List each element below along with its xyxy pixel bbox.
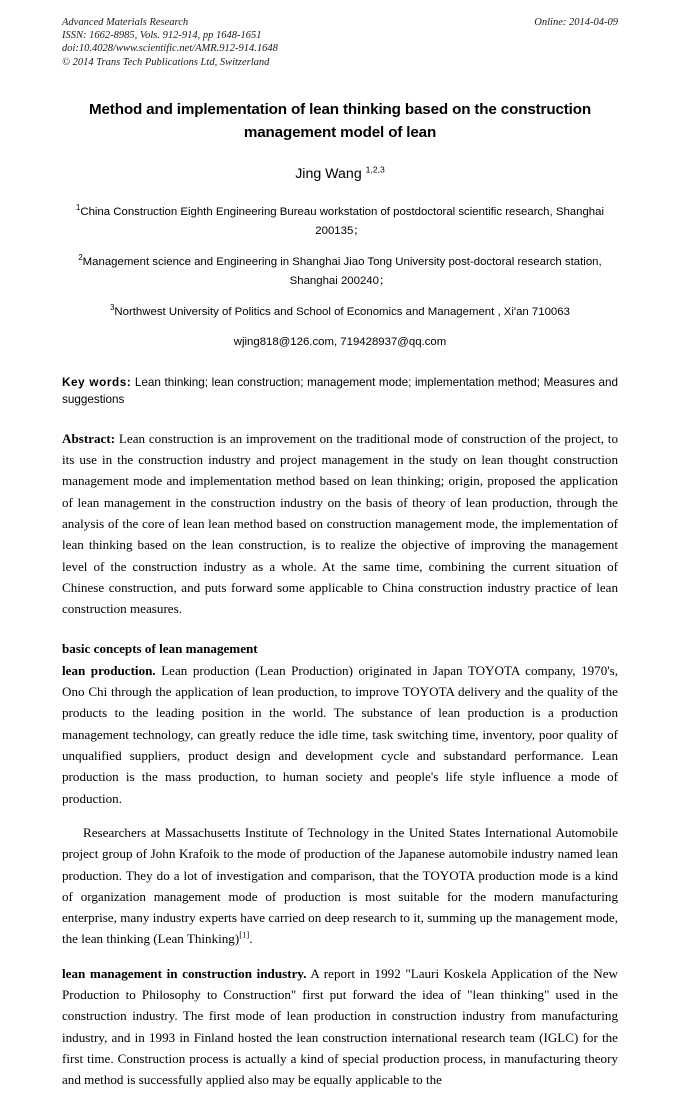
citation-marker: [1] [239,930,250,941]
paragraph-mit-researchers [62,822,618,950]
paragraph-text: A report in 1992 "Lauri Koskela Application of the New Production to Philosophy to Construction" first put forward the idea of "lean thinking" used in the construction industry. The first mode of lean production in construction industry from manufacturing industry, and in 1993 in Finland hosted the lean construction international research team (IGLC) for the first time. Construction process is actually a kind of special production process, in manufacturing theory and method is successfully applied also may be equally applicable to the [62,965,618,1088]
author-emails: wjing818@126.com, 719428937@qq.com [233,336,447,349]
author-affiliation-marks: 1,2,3 [365,164,385,175]
keywords-label: Key words: [62,375,132,389]
journal-header [62,16,618,69]
paragraph-run-in-heading: lean management in construction industry. [62,965,307,981]
author-name: Jing Wang [295,165,362,182]
affiliation-mark: 2 [78,253,83,263]
keywords-text: Lean thinking; lean construction; management mode; implementation method; Measures and suggestions [62,375,618,407]
keywords-block [62,374,618,409]
abstract-block [62,428,618,620]
affiliation-item [62,253,618,292]
journal-name: Advanced Materials Research [62,17,189,28]
abstract-label: Abstract: [62,430,116,446]
issn-line: ISSN: 1662-8985, Vols. 912-914, pp 1648-1651 [62,30,262,42]
section-heading: basic concepts of lean management [62,641,258,657]
affiliation-mark: 1 [76,203,81,213]
paragraph-text: Researchers at Massachusetts Institute of Technology in the United States International Automobile project group of John Krafoik to the mode of production of the Japanese automobile industry named lean production. They do a lot of investigation and comparison, that the TOYOTA production mode is a kind of organization management mode of production is most suitable for the modern manufacturing enterprise, many industry experts have carried on deep research to it, summing up the management mode, the lean thinking (Lean Thinking) [62,824,618,947]
affiliation-text: Northwest University of Politics and School of Economics and Management , Xi'an 710063 [114,305,570,318]
affiliation-text: China Construction Eighth Engineering Bureau workstation of postdoctoral scientific research, Shanghai 200135； [80,205,604,238]
paragraph-tail: . [249,931,253,947]
affiliation-text: Management science and Engineering in Shanghai Jiao Tong University post-doctoral research station, Shanghai 200240； [82,255,602,288]
online-date: Online: 2014-04-09 [534,17,618,28]
page-title: Method and implementation of lean thinking based on the construction management model of lean [89,100,591,141]
paragraph-lean-production [62,660,618,809]
paragraph-run-in-heading: lean production. [62,662,156,678]
copyright-line: © 2014 Trans Tech Publications Ltd, Switzerland [62,56,270,68]
page-content [62,16,618,1104]
affiliation-mark: 3 [110,303,115,313]
author-line [62,165,618,183]
abstract-text: Lean construction is an improvement on the traditional mode of construction of the project, to its use in the construction industry and project management in the study on lean thought construction management mode and implementation method based on lean thinking; origin, proposed the application of lean management in the construction industry on the basis of theory of lean production, through the analysis of the core of lean lean method based on construction management mode, the implementation of lean thinking based on the lean construction, is to realize the objective of improving the management level of the construction industry as a whole. At the same time, combining the current situation of Chinese construction, and puts forward some applicable to China construction industry practice of lean construction measures. [62,430,618,617]
doi-line: doi:10.4028/www.scientific.net/AMR.912-914.1648 [62,43,278,55]
paragraph-lean-management-construction [62,963,618,1091]
affiliation-item [62,203,618,242]
paragraph-text: Lean production (Lean Production) originated in Japan TOYOTA company, 1970's, Ono Chi through the application of lean production, to improve TOYOTA delivery and the quality of the products to the leading position in the world. The substance of lean production is a production management technology, can greatly reduce the idle time, task switching time, inventory, poor quality of unqualified suppliers, product design and development cycle and substandard performance. Lean production is the mass production, to human society and people's life style influence a mode of production. [62,662,618,806]
affiliation-item [62,303,618,323]
affiliation-list [62,203,618,353]
